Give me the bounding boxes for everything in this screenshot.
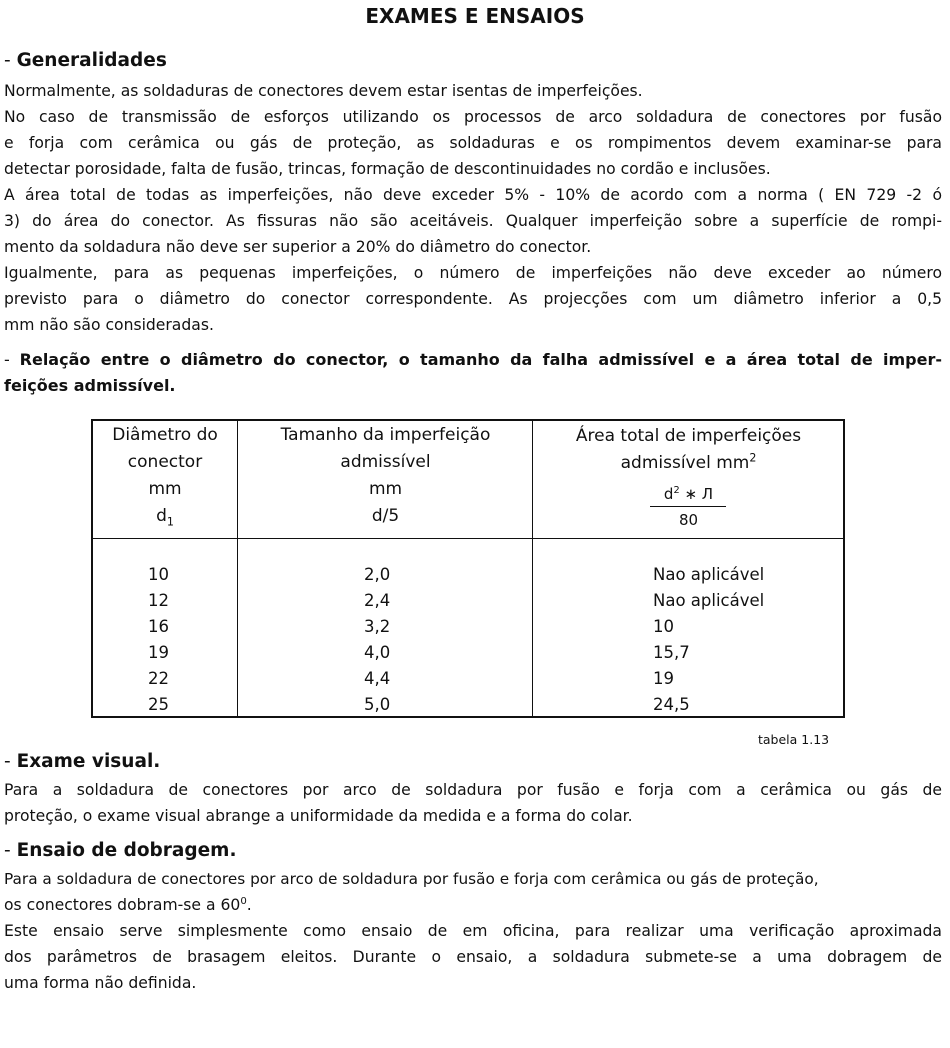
header-line <box>93 503 237 530</box>
cell-size: 2,4 <box>364 591 391 610</box>
section-heading-exame-visual <box>4 750 160 774</box>
header-line: Área total de imperfeições <box>575 426 802 446</box>
table-row <box>93 666 843 692</box>
section-heading-ensaio-dobragem <box>4 839 237 863</box>
header-total-area <box>534 423 843 477</box>
header-line: admissível <box>340 452 431 472</box>
paragraph-line: Para a soldadura de conectores por arco de soldadura por fusão e forja com a cerâmica ou gás de <box>4 781 942 799</box>
header-superscript: 2 <box>749 451 757 465</box>
formula-sup: 2 <box>673 485 680 496</box>
paragraph-line: Para a soldadura de conectores por arco de soldadura por fusão e forja com cerâmica ou gás de proteção, <box>4 870 819 888</box>
paragraph-line: Igualmente, para as pequenas imperfeições, o número de imperfeições não deve exceder ao número <box>4 264 942 282</box>
line-text: os conectores dobram-se a 60 <box>4 896 241 914</box>
paragraph-line: 3) do área do conector. As fissuras não são aceitáveis. Qualquer imperfeição sobre a superfície de rompi- <box>4 212 942 230</box>
formula-denominator: 80 <box>678 511 699 529</box>
section-heading-generalidades <box>4 49 167 73</box>
header-symbol: d <box>156 506 167 526</box>
table-row <box>93 614 843 640</box>
cell-area: 15,7 <box>653 643 690 662</box>
heading-dash: - <box>4 840 17 861</box>
cell-diameter: 10 <box>148 565 169 584</box>
section-heading-relacao-cont: feições admissível. <box>4 376 176 395</box>
cell-diameter: 12 <box>148 591 169 610</box>
formula-fraction-bar <box>650 506 726 507</box>
heading-text: Ensaio de dobragem. <box>16 840 237 861</box>
table-row <box>93 588 843 614</box>
paragraph-line: mm não são consideradas. <box>4 316 214 334</box>
heading-text: Relação entre o diâmetro do conector, o tamanho da falha admissível e a área total de imper- <box>19 350 942 369</box>
paragraph-line: A área total de todas as imperfeições, não deve exceder 5% - 10% de acordo com a norma ( EN 729 -2 ó <box>4 186 942 204</box>
paragraph-line: dos parâmetros de brasagem eleitos. Durante o ensaio, a soldadura submete-se a uma dobragem de <box>4 948 942 966</box>
table-row <box>93 692 843 718</box>
header-imperfection-size <box>239 422 532 530</box>
cell-diameter: 16 <box>148 617 169 636</box>
paragraph-line: uma forma não definida. <box>4 974 197 992</box>
paragraph-line: detectar porosidade, falta de fusão, trincas, formação de descontinuidades no cordão e inclusões. <box>4 160 771 178</box>
cell-area: Nao aplicável <box>653 591 765 610</box>
cell-area: 10 <box>653 617 674 636</box>
table-header-divider <box>93 538 843 539</box>
heading-text: Exame visual. <box>16 751 161 772</box>
header-line <box>534 450 843 477</box>
header-line: mm <box>148 479 182 499</box>
cell-size: 3,2 <box>364 617 391 636</box>
header-line: d/5 <box>371 506 400 526</box>
cell-size: 5,0 <box>364 695 391 714</box>
header-line: Tamanho da imperfeição <box>280 425 491 445</box>
cell-diameter: 25 <box>148 695 169 714</box>
cell-area: Nao aplicável <box>653 565 765 584</box>
cell-size: 4,0 <box>364 643 391 662</box>
paragraph-line: mento da soldadura não deve ser superior a 20% do diâmetro do conector. <box>4 238 592 256</box>
heading-dash: - <box>4 50 17 71</box>
cell-diameter: 22 <box>148 669 169 688</box>
header-line: conector <box>127 452 203 472</box>
cell-area: 19 <box>653 669 674 688</box>
heading-text: Generalidades <box>16 50 167 71</box>
cell-size: 2,0 <box>364 565 391 584</box>
table-caption: tabela 1.13 <box>758 732 830 747</box>
page-title: EXAMES E ENSAIOS <box>365 4 585 28</box>
formula-numerator <box>534 483 843 505</box>
cell-diameter: 19 <box>148 643 169 662</box>
table-row <box>93 640 843 666</box>
paragraph-line: previsto para o diâmetro do conector correspondente. As projecções com um diâmetro inferior a 0,5 <box>4 290 942 308</box>
paragraph-line: e forja com cerâmica ou gás de proteção, as soldaduras e os rompimentos devem examinar-se para <box>4 134 942 152</box>
header-text: admissível mm <box>620 453 750 473</box>
paragraph-line: proteção, o exame visual abrange a uniformidade da medida e a forma do colar. <box>4 807 633 825</box>
paragraph-line: Normalmente, as soldaduras de conectores devem estar isentas de imperfeições. <box>4 82 643 100</box>
paragraph-line: Este ensaio serve simplesmente como ensaio de em oficina, para realizar uma verificação aproximada <box>4 922 942 940</box>
table-row <box>93 562 843 588</box>
cell-area: 24,5 <box>653 695 690 714</box>
cell-size: 4,4 <box>364 669 391 688</box>
header-diameter <box>93 422 237 530</box>
degree-superscript: 0 <box>240 895 247 907</box>
heading-dash: - <box>4 350 20 369</box>
line-end: . <box>246 896 252 914</box>
header-line: Diâmetro do <box>112 425 218 445</box>
paragraph-line <box>4 893 942 917</box>
header-subscript: 1 <box>166 515 174 529</box>
heading-dash: - <box>4 751 17 772</box>
imperfections-table <box>91 419 845 718</box>
formula-d: d <box>663 485 674 503</box>
paragraph-line: No caso de transmissão de esforços utilizando os processos de arco soldadura de conectores por fusão <box>4 108 942 126</box>
header-line: mm <box>368 479 403 499</box>
formula-rest: ∗ Л <box>679 485 714 503</box>
section-heading-relacao <box>4 348 942 372</box>
